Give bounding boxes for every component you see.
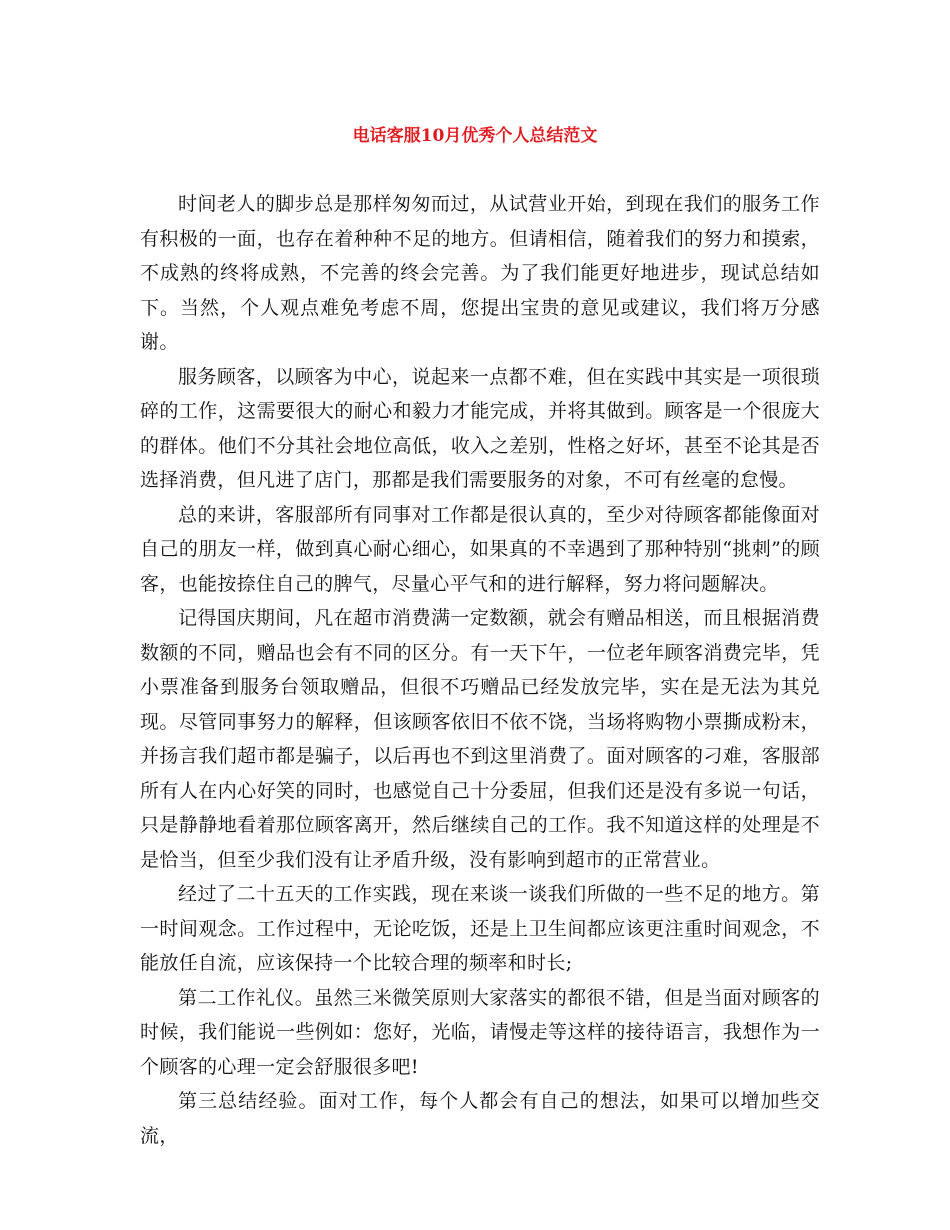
- paragraph-intro: 时间老人的脚步总是那样匆匆而过，从试营业开始，到现在我们的服务工作有积极的一面，也存在着种种不足的地方。但请相信，随着我们的努力和摸索，不成熟的终将成熟，不完善的终会完善。为了我们能更好地进步，现试总结如下。当然，个人观点难免考虑不周，您提出宝贵的意见或建议，我们将万分感谢。: [140, 193, 820, 353]
- document-title: 电话客服10月优秀个人总结范文: [352, 126, 598, 146]
- paragraph-customer-service: 服务顾客，以顾客为中心，说起来一点都不难，但在实践中其实是一项很琐碎的工作，这需要很大的耐心和毅力才能完成，并将其做到。顾客是一个很庞大的群体。他们不分其社会地位高低，收入之差别，性格之好坏，甚至不论其是否选择消费，但凡进了店门，那都是我们需要服务的对象，不可有丝毫的怠慢。: [140, 365, 820, 491]
- paragraph-shortcoming-time: 经过了二十五天的工作实践，现在来谈一谈我们所做的一些不足的地方。第一时间观念。工作过程中，无论吃饭，还是上卫生间都应该更注重时间观念，不能放任自流，应该保持一个比较合理的频率和时长;: [140, 883, 820, 974]
- paragraph-shortcoming-etiquette: 第二工作礼仪。虽然三米微笑原则大家落实的都很不错，但是当面对顾客的时候，我们能说一些例如：您好，光临，请慢走等这样的接待语言，我想作为一个顾客的心理一定会舒服很多吧!: [140, 986, 820, 1078]
- paragraph-shortcoming-experience: 第三总结经验。面对工作，每个人都会有自己的想法，如果可以增加些交流，: [140, 1090, 820, 1147]
- paragraph-national-day-story: 记得国庆期间，凡在超市消费满一定数额，就会有赠品相送，而且根据消费数额的不同，赠品也会有不同的区分。有一天下午，一位老年顾客消费完毕，凭小票准备到服务台领取赠品，但很不巧赠品已经发放完毕，实在是无法为其兑现。尽管同事努力的解释，但该顾客依旧不依不饶，当场将购物小票撕成粉末，并扬言我们超市都是骗子，以后再也不到这里消费了。面对顾客的刁难，客服部所有人在内心好笑的同时，也感觉自己十分委屈，但我们还是没有多说一句话，只是静静地看着那位顾客离开，然后继续自己的工作。我不知道这样的处理是不是恰当，但至少我们没有让矛盾升级，没有影响到超市的正常营业。: [140, 607, 820, 871]
- paragraph-team-attitude: 总的来讲，客服部所有同事对工作都是很认真的，至少对待顾客都能像面对自己的朋友一样，做到真心耐心细心，如果真的不幸遇到了那种特别“挑刺”的顾客，也能按捺住自己的脾气，尽量心平气和的进行解释，努力将问题解决。: [140, 503, 820, 595]
- document-body: [140, 187, 820, 1153]
